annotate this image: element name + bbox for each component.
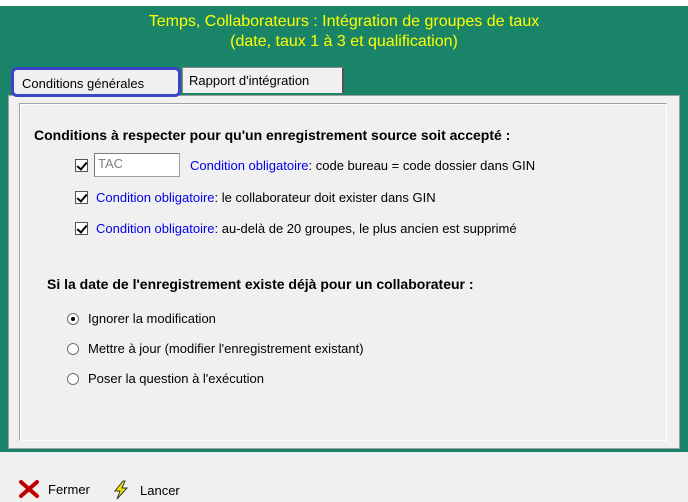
condition-1-link[interactable]: Condition obligatoire xyxy=(190,157,309,173)
condition-1-text: : code bureau = code dossier dans GIN xyxy=(308,157,536,173)
condition-2-link[interactable]: Condition obligatoire xyxy=(96,190,215,205)
option-ask[interactable] xyxy=(67,371,264,386)
option-ignore-label: Ignorer la modification xyxy=(88,311,216,326)
lightning-icon xyxy=(110,480,132,500)
title-line-2: (date, taux 1 à 3 et qualification) xyxy=(230,33,458,50)
option-update-label: Mettre à jour (modifier l'enregistrement existant) xyxy=(88,341,364,356)
footer-toolbar xyxy=(0,452,688,502)
bureau-code-input[interactable]: TAC xyxy=(94,153,180,177)
tab-label: Rapport d'intégration xyxy=(189,73,310,88)
close-label: Fermer xyxy=(48,481,90,497)
option-ignore[interactable] xyxy=(67,311,216,326)
tab-rapport-integration[interactable] xyxy=(182,67,344,93)
condition-row-1 xyxy=(75,153,535,177)
condition-3-checkbox[interactable] xyxy=(75,222,88,235)
condition-2-checkbox[interactable] xyxy=(75,191,88,204)
condition-row-2 xyxy=(75,190,436,205)
condition-1-checkbox[interactable] xyxy=(75,159,88,172)
window-title xyxy=(0,12,688,52)
conditions-group xyxy=(19,103,667,441)
tab-label: Conditions générales xyxy=(22,76,145,91)
launch-button[interactable] xyxy=(110,480,180,500)
option-update[interactable] xyxy=(67,341,364,356)
option-update-radio[interactable] xyxy=(67,343,79,355)
close-icon xyxy=(18,480,40,498)
launch-label: Lancer xyxy=(140,482,180,498)
option-ask-radio[interactable] xyxy=(67,373,79,385)
tab-panel xyxy=(8,95,680,449)
condition-3-link[interactable]: Condition obligatoire xyxy=(96,221,215,236)
condition-row-3 xyxy=(75,221,517,236)
dialog-body xyxy=(0,6,688,452)
close-button[interactable] xyxy=(18,480,90,498)
date-exists-heading: Si la date de l'enregistrement existe déjà pour un collaborateur : xyxy=(47,276,474,292)
title-line-1: Temps, Collaborateurs : Intégration de groupes de taux xyxy=(148,13,540,30)
condition-3-text: : au-delà de 20 groupes, le plus ancien est supprimé xyxy=(214,221,517,236)
condition-2-text: : le collaborateur doit exister dans GIN xyxy=(214,190,436,205)
tab-conditions-generales[interactable] xyxy=(11,67,181,97)
conditions-heading: Conditions à respecter pour qu'un enregistrement source soit accepté : xyxy=(34,127,511,143)
option-ignore-radio[interactable] xyxy=(67,313,79,325)
option-ask-label: Poser la question à l'exécution xyxy=(88,371,264,386)
